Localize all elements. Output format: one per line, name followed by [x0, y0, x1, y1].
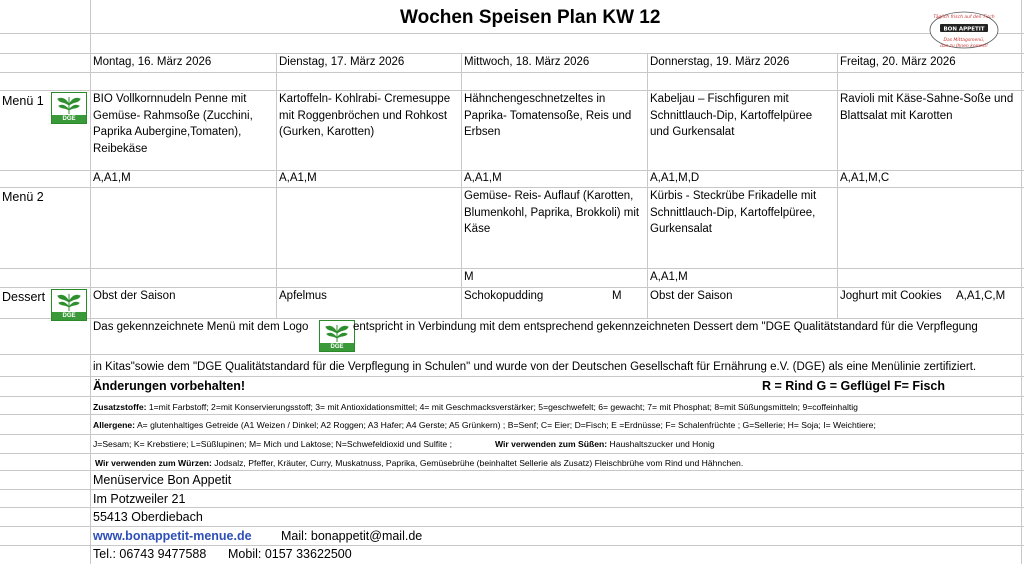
- seasoning-label: Wir verwenden zum Würzen:: [95, 458, 212, 468]
- menu1-wednesday: Hähnchengeschnetzeltes in Paprika- Tomatensoße, Reis und Erbsen: [464, 93, 632, 138]
- dessert-allergens-wednesday: M: [612, 290, 622, 302]
- sweetening-line: [495, 439, 715, 449]
- svg-text:Täglich frisch auf den Tisch: Täglich frisch auf den Tisch: [933, 15, 995, 20]
- company-name: Menüservice Bon Appetit: [93, 473, 232, 487]
- dge-badge-dessert: DGE: [51, 289, 87, 321]
- svg-text:das zu Ihnen kommt!: das zu Ihnen kommt!: [940, 44, 988, 49]
- day-header-thursday: Donnerstag, 19. März 2026: [650, 56, 790, 68]
- dessert-label: Dessert: [2, 290, 46, 304]
- menu2-label: Menü 2: [2, 190, 44, 204]
- dge-note-part1: Das gekennzeichnete Menü mit dem Logo: [93, 321, 309, 333]
- menu1-friday: Ravioli mit Käse-Sahne-Soße und Blattsalat mit Karotten: [840, 93, 1014, 122]
- bon-appetit-logo: [926, 11, 1002, 55]
- day-header-wednesday: Mittwoch, 18. März 2026: [464, 56, 590, 68]
- dge-badge-note: DGE: [319, 320, 355, 352]
- menu1-thursday: Kabeljau – Fischfiguren mit Schnittlauch-Dip, Kartoffelpüree und Gurkensalat: [650, 93, 813, 138]
- menu1-allergens-thursday: A,A1,M,D: [650, 172, 700, 184]
- menu1-label: Menü 1: [2, 94, 44, 108]
- dge-leaf-icon: [56, 95, 82, 115]
- day-header-tuesday: Dienstag, 17. März 2026: [279, 56, 405, 68]
- dessert-thursday: Obst der Saison: [650, 290, 733, 302]
- additives-label: Zusatzstoffe:: [93, 402, 147, 412]
- allergens-text1: A= glutenhaltiges Getreide (A1 Weizen / Dinkel; A2 Roggen; A3 Hafer; A4 Gerste; A5 Grünkern) ; B=Senf; C= Eier; D=Fisch; E =Erdnüsse; F= Schalenfrüchte ; G=Sellerie; H= Soja; I= Weichtiere;: [135, 420, 876, 430]
- allergens-label: Allergene:: [93, 420, 136, 430]
- menu1-monday: BIO Vollkornnudeln Penne mit Gemüse- Rahmsoße (Zucchini, Paprika Aubergine,Tomaten), Reibekäse: [93, 93, 253, 155]
- day-header-monday: Montag, 16. März 2026: [93, 56, 212, 68]
- menu2-thursday: Kürbis - Steckrübe Frikadelle mit Schnittlauch-Dip, Kartoffelpüree, Gurkensalat: [650, 190, 817, 235]
- menu2-wednesday: Gemüse- Reis- Auflauf (Karotten, Blumenkohl, Paprika, Brokkoli) mit Käse: [464, 190, 640, 235]
- dge-badge-menu1: DGE: [51, 92, 87, 124]
- company-city: 55413 Oberdiebach: [93, 510, 203, 524]
- seasoning-line: [95, 458, 743, 468]
- menu1-allergens-wednesday: A,A1,M: [464, 172, 502, 184]
- dessert-allergens-friday: A,A1,C,M: [956, 290, 1006, 302]
- meat-legend: R = Rind G = Geflügel F= Fisch: [762, 379, 946, 393]
- email-address: Mail: bonappetit@mail.de: [281, 529, 423, 543]
- allergens-line1: [93, 420, 876, 430]
- menu1-tuesday: Kartoffeln- Kohlrabi- Cremesuppe mit Roggenbröchen und Rohkost (Gurken, Karotten): [279, 93, 451, 138]
- menu1-allergens-friday: A,A1,M,C: [840, 172, 890, 184]
- sweetening-label: Wir verwenden zum Süßen:: [495, 439, 608, 449]
- additives-text: 1=mit Farbstoff; 2=mit Konservierungsstoff; 3= mit Antioxidationsmittel; 4= mit Geschmacksverstärker; 5=geschwefelt; 6= gewacht; 7= mit Phosphat; 8=mit Süßungsmitteln; 9=coffeinhaltig: [146, 402, 858, 412]
- phone-number: Tel.: 06743 9477588: [93, 547, 207, 561]
- allergens-line2: [93, 439, 452, 449]
- dessert-monday: Obst der Saison: [93, 290, 176, 302]
- dge-leaf-icon: [56, 292, 82, 312]
- additives-line: [93, 402, 858, 412]
- allergens-text2: J=Sesam; K= Krebstiere; L=Süßlupinen; M= Mich und Laktose; N=Schwefeldioxid und Sulfite ;: [93, 439, 452, 449]
- day-header-friday: Freitag, 20. März 2026: [840, 56, 956, 68]
- menu2-allergens-thursday: A,A1,M: [650, 271, 688, 283]
- mobile-number: Mobil: 0157 33622500: [228, 547, 352, 561]
- svg-text:BON APPETIT: BON APPETIT: [943, 26, 985, 33]
- dge-note-line2: in Kitas"sowie dem "DGE Qualitätstandard für die Verpflegung in Schulen" und wurde von der Deutschen Gesellschaft für Ernährung e.V. (DGE) als eine Menülinie zertifiziert.: [93, 361, 977, 373]
- dge-leaf-icon: [324, 323, 350, 343]
- dge-note-part2: entspricht in Verbindung mit dem entsprechend gekennzeichneten Dessert dem "DGE Qualitätstandard für die Verpflegung: [353, 321, 978, 333]
- sweetening-text: Haushaltszucker und Honig: [607, 439, 715, 449]
- changes-notice: Änderungen vorbehalten!: [93, 379, 246, 393]
- dessert-friday: Joghurt mit Cookies: [840, 290, 942, 302]
- page-title: Wochen Speisen Plan KW 12: [400, 7, 661, 28]
- seasoning-text: Jodsalz, Pfeffer, Kräuter, Curry, Muskatnuss, Paprika, Gemüsebrühe (beinhaltet Sellerie als Zusatz) Fleischbrühe vom Rind und Hähnchen.: [211, 458, 744, 468]
- dessert-tuesday: Apfelmus: [279, 290, 327, 302]
- menu1-allergens-monday: A,A1,M: [93, 172, 131, 184]
- company-street: Im Potzweiler 21: [93, 492, 186, 506]
- svg-text:Das Mittagsmenü,: Das Mittagsmenü,: [943, 38, 985, 43]
- menu1-allergens-tuesday: A,A1,M: [279, 172, 317, 184]
- website-link[interactable]: www.bonappetit-menue.de: [93, 529, 252, 543]
- menu2-allergens-wednesday: M: [464, 271, 474, 283]
- dessert-wednesday: Schokopudding: [464, 290, 544, 302]
